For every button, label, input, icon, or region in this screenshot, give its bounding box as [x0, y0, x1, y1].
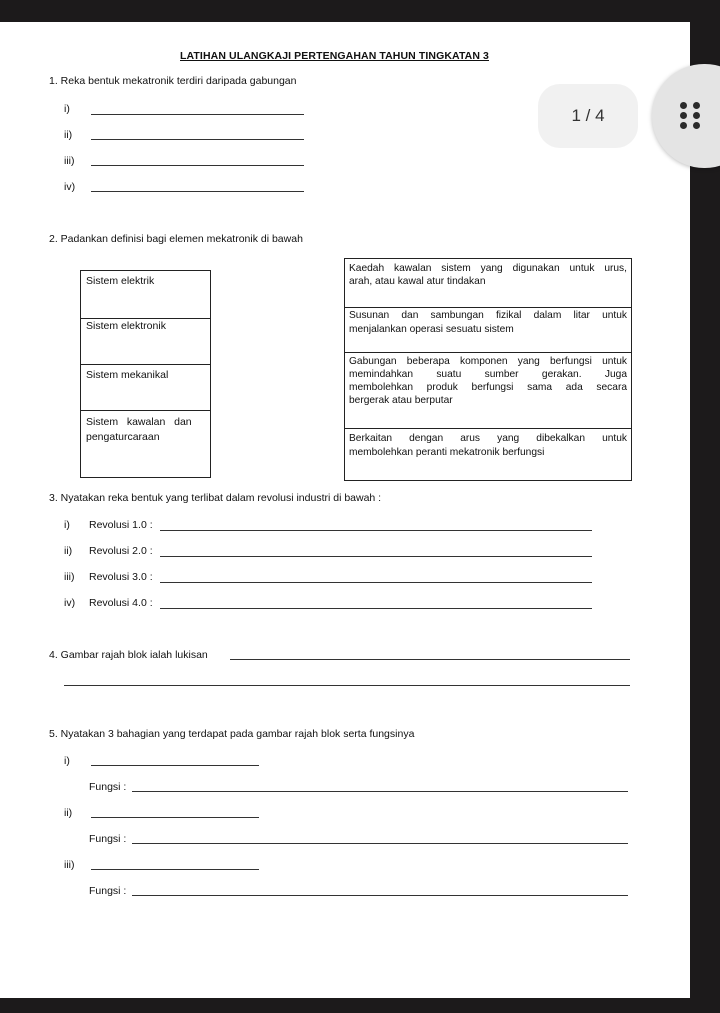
q1-item-iv-answer-line[interactable] — [91, 191, 304, 192]
definition-line: bergerak atau berputar — [349, 395, 453, 406]
element-item: pengaturcaraan — [86, 431, 160, 443]
q1-item-i-answer-line[interactable] — [91, 114, 304, 115]
q1-item-ii-answer-line[interactable] — [91, 139, 304, 140]
q1-item-i-label: i) — [64, 103, 70, 115]
element-item: Sistem elektrik — [86, 275, 155, 287]
q3-item-num: i) — [64, 519, 70, 531]
q5-fungsi-answer-line[interactable] — [132, 895, 628, 896]
q3-item-num: ii) — [64, 545, 73, 557]
q3-item-label: Revolusi 2.0 : — [89, 545, 153, 557]
q4-answer-line-2[interactable] — [64, 685, 630, 686]
q3-item-label: Revolusi 4.0 : — [89, 597, 153, 609]
q3-answer-line[interactable] — [160, 530, 592, 531]
question-1-text: 1. Reka bentuk mekatronik terdiri daripada gabungan — [49, 75, 297, 87]
question-4-text: 4. Gambar rajah blok ialah lukisan — [49, 649, 208, 661]
q3-item-num: iv) — [64, 597, 76, 609]
q5-item-num: ii) — [64, 807, 73, 819]
definition-line: Kaedah kawalan sistem yang digunakan untuk urus, — [349, 263, 627, 274]
q1-item-iv-label: iv) — [64, 181, 76, 193]
q1-item-ii-label: ii) — [64, 129, 73, 141]
q4-answer-line[interactable] — [230, 659, 630, 660]
definition-line: Berkaitan dengan arus yang dibekalkan untuk — [349, 433, 627, 444]
q5-part-answer-line[interactable] — [91, 817, 259, 818]
question-5-text: 5. Nyatakan 3 bahagian yang terdapat pada gambar rajah blok serta fungsinya — [49, 728, 415, 740]
page-title: LATIHAN ULANGKAJI PERTENGAHAN TAHUN TINGKATAN 3 — [180, 50, 489, 62]
document-page — [0, 22, 690, 998]
q5-fungsi-label: Fungsi : — [89, 781, 127, 793]
definition-line: Susunan dan sambungan fizikal dalam litar untuk — [349, 310, 627, 321]
definition-line: membolehkan produk berfungsi sama ada secara — [349, 382, 627, 393]
element-item: Sistem elektronik — [86, 320, 166, 332]
q1-item-iii-answer-line[interactable] — [91, 165, 304, 166]
q5-fungsi-label: Fungsi : — [89, 833, 127, 845]
q5-part-answer-line[interactable] — [91, 765, 259, 766]
q3-item-label: Revolusi 3.0 : — [89, 571, 153, 583]
element-item: Sistem kawalan dan — [86, 416, 192, 428]
definition-line: Gabungan beberapa komponen yang berfungsi untuk — [349, 356, 627, 367]
q3-answer-line[interactable] — [160, 608, 592, 609]
element-item: Sistem mekanikal — [86, 369, 169, 381]
q5-item-num: i) — [64, 755, 70, 767]
grid-dots-icon — [680, 102, 702, 130]
question-3-text: 3. Nyatakan reka bentuk yang terlibat dalam revolusi industri di bawah : — [49, 492, 382, 504]
question-2-text: 2. Padankan definisi bagi elemen mekatronik di bawah — [49, 233, 303, 245]
q5-fungsi-label: Fungsi : — [89, 885, 127, 897]
q5-item-num: iii) — [64, 859, 75, 871]
q1-item-iii-label: iii) — [64, 155, 75, 167]
definition-line: arah, atau kawal atur tindakan — [349, 276, 486, 287]
definition-line: memindahkan suatu sumber gerakan. Juga — [349, 369, 627, 380]
definition-line: membolehkan peranti mekatronik berfungsi — [349, 447, 545, 458]
q5-fungsi-answer-line[interactable] — [132, 791, 628, 792]
page-indicator: 1 / 4 — [538, 84, 638, 148]
q3-item-num: iii) — [64, 571, 75, 583]
q3-item-label: Revolusi 1.0 : — [89, 519, 153, 531]
q5-part-answer-line[interactable] — [91, 869, 259, 870]
definition-line: menjalankan operasi sesuatu sistem — [349, 324, 514, 335]
q3-answer-line[interactable] — [160, 556, 592, 557]
q3-answer-line[interactable] — [160, 582, 592, 583]
q5-fungsi-answer-line[interactable] — [132, 843, 628, 844]
